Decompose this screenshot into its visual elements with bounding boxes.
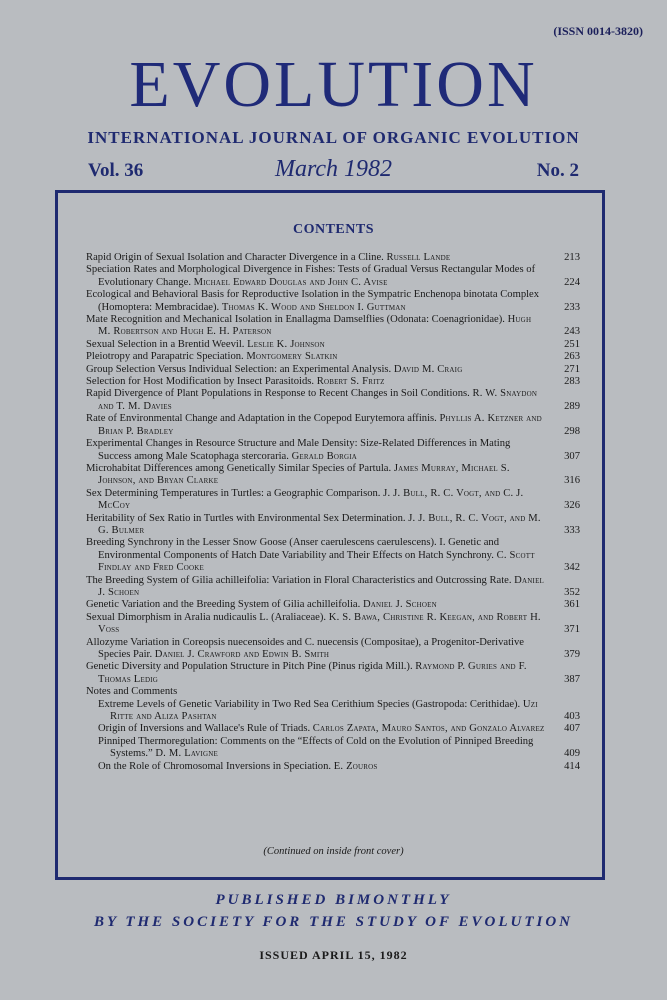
toc-entry-page: 271 (564, 363, 580, 375)
toc-entry-authors: Carlos Zapata, Mauro Santos, and Gonzalo Alvarez (312, 723, 545, 735)
toc-entry-title: Extreme Levels of Genetic Variability in Two Red Sea Cerithium Species (Gastropoda: Cerithidae). (98, 698, 521, 710)
toc-entry (86, 637, 580, 662)
toc-entry-authors: Leslie K. Johnson (247, 338, 325, 350)
toc-entry (86, 723, 580, 735)
toc-entry-page: 307 (564, 450, 580, 462)
toc-entry-authors: James Murray, Michael S. Johnson, and Bryan Clarke (98, 462, 510, 487)
toc-entry-title: Experimental Changes in Resource Structure and Male Density: Size-Related Differences in Mating Success among Male Scatophaga stercoraria. (86, 438, 511, 462)
toc-entry (86, 488, 580, 513)
journal-title: EVOLUTION (129, 48, 538, 121)
volume-label: Vol. 36 (88, 160, 144, 181)
toc-entry-title: Sexual Selection in a Brentid Weevil. (86, 338, 245, 350)
toc-entry-page: 213 (564, 252, 580, 263)
toc-entry-title: Speciation Rates and Morphological Divergence in Fishes: Tests of Gradual Versus Rectangular Modes of Evolutionary Change. (86, 264, 536, 288)
toc-entry-authors: Raymond P. Guries and F. Thomas Ledig (98, 661, 527, 685)
toc-entry-title: Breeding Synchrony in the Lesser Snow Goose (Anser caerulescens caerulescens). I. Genetic and Environmental Components of Hatch Date Variability and Their Effects on Hatch Synchrony. (86, 537, 500, 561)
table-of-contents (86, 252, 580, 773)
toc-entry (86, 612, 580, 637)
toc-entry-title: Allozyme Variation in Coreopsis nuecensoides and C. nuecensis (Compositae), a Progenitor-Derivative Species Pair. (86, 636, 524, 660)
toc-entry-authors: Gerald Borgia (291, 450, 358, 462)
toc-entry (86, 661, 580, 686)
toc-entry-authors: Phyllis A. Ketzner and Brian P. Bradley (98, 413, 542, 437)
toc-entry (86, 537, 580, 574)
toc-entry (86, 438, 580, 463)
toc-entry (86, 599, 580, 611)
toc-entry-page: 342 (564, 562, 580, 574)
toc-entry-title: Sex Determining Temperatures in Turtles: a Geographic Comparison. (86, 487, 381, 499)
toc-entry-page: 361 (564, 599, 580, 611)
toc-entry-page: 283 (564, 376, 580, 388)
toc-entry-title: Notes and Comments (86, 686, 178, 698)
toc-entry-page: 224 (564, 276, 580, 288)
toc-entry-page: 387 (564, 673, 580, 685)
toc-entry-title: Heritability of Sex Ratio in Turtles with Environmental Sex Determination. (86, 512, 406, 524)
toc-entry (86, 252, 580, 264)
toc-entry-authors: Russell Lande (386, 252, 451, 263)
issued-date: ISSUED APRIL 15, 1982 (259, 948, 408, 962)
toc-entry-page: 289 (564, 400, 580, 412)
toc-entry-authors: Daniel J. Crawford and Edwin B. Smith (154, 649, 330, 660)
toc-entry-page: 371 (564, 624, 580, 636)
toc-entry (86, 264, 580, 289)
toc-entry-page: 243 (564, 326, 580, 338)
toc-entry-authors: Robert S. Fritz (316, 376, 385, 388)
toc-entry-page: 409 (564, 748, 580, 760)
toc-entry-authors: C. Scott Findlay and Fred Cooke (98, 549, 535, 574)
toc-entry-authors: J. J. Bull, R. C. Vogt, and C. J. McCoy (98, 487, 524, 512)
toc-entry (86, 376, 580, 388)
toc-entry (86, 289, 580, 314)
toc-entry (86, 351, 580, 363)
toc-entry-authors: R. W. Snaydon and T. M. Davies (98, 388, 538, 412)
toc-entry (86, 761, 580, 773)
toc-entry-title: Origin of Inversions and Wallace's Rule of Triads. (98, 723, 311, 735)
toc-entry (86, 736, 580, 761)
toc-entry (86, 413, 580, 438)
toc-entry (86, 513, 580, 538)
published-line-2: BY THE SOCIETY FOR THE STUDY OF EVOLUTION (93, 914, 573, 930)
toc-entry-page: 263 (564, 351, 580, 363)
continued-note: (Continued on inside front cover) (263, 846, 404, 857)
toc-entry-title: Pinniped Thermoregulation: Comments on the “Effects of Cold on the Evolution of Pinniped Breeding Systems.” (98, 735, 534, 760)
toc-entry-page: 333 (564, 524, 580, 536)
published-line-1: PUBLISHED BIMONTHLY (215, 892, 452, 908)
toc-entry-title: Rapid Divergence of Plant Populations in Response to Recent Changes in Soil Conditions. (86, 388, 470, 400)
issue-number: No. 2 (536, 160, 579, 181)
toc-entry-authors: D. M. Lavigne (155, 748, 218, 760)
toc-entry-title: On the Role of Chromosomal Inversions in Speciation. (98, 760, 332, 772)
toc-entry-authors: Daniel J. Schoen (98, 574, 545, 598)
toc-entry-page: 298 (564, 425, 580, 437)
toc-entry-page: 403 (564, 711, 580, 723)
toc-entry-title: Selection for Host Modification by Insect Parasitoids. (86, 376, 315, 388)
toc-entry-page: 233 (564, 301, 580, 313)
toc-entry-page: 352 (564, 586, 580, 598)
toc-entry-page: 251 (564, 338, 580, 350)
toc-entry-authors: Uzi Ritte and Aliza Pashtan (110, 698, 538, 723)
toc-entry-title: Microhabitat Differences among Genetically Similar Species of Partula. (86, 462, 392, 474)
toc-entry-title: Sexual Dimorphism in Aralia nudicaulis L. (Araliaceae). (86, 611, 327, 623)
toc-entry-title: Mate Recognition and Mechanical Isolation in Enallagma Damselflies (Odonata: Coenagrionidae). (86, 314, 505, 326)
toc-entry (86, 575, 580, 600)
toc-entry (86, 364, 580, 376)
toc-entry-title: Ecological and Behavioral Basis for Reproductive Isolation in the Sympatric Enchenopa binotata Complex (Homoptera: Membracidae). (86, 289, 540, 313)
toc-entry-authors: Daniel J. Schoen (362, 599, 437, 611)
toc-entry-authors: E. Zouros (333, 760, 378, 772)
contents-heading: CONTENTS (292, 222, 375, 237)
toc-entry-title: The Breeding System of Gilia achilleifolia: Variation in Floral Characteristics and Outcrossing Rate. (86, 574, 512, 586)
toc-entry-page: 379 (564, 649, 580, 660)
toc-entry (86, 314, 580, 339)
toc-entry (86, 388, 580, 413)
toc-entry-title: Rate of Environmental Change and Adaptation in the Copepod Eurytemora affinis. (86, 413, 437, 425)
toc-entry-page: 414 (564, 760, 580, 772)
toc-entry-title: Rapid Origin of Sexual Isolation and Character Divergence in a Cline. (86, 252, 384, 263)
toc-entry-authors: Montgomery Slatkin (246, 351, 338, 363)
issn-label: (ISSN 0014-3820) (553, 24, 643, 38)
toc-entry-authors: Thomas K. Wood and Sheldon I. Guttman (221, 301, 406, 313)
toc-entry-authors: David M. Craig (393, 363, 463, 375)
toc-entry-title: Pleiotropy and Parapatric Speciation. (86, 351, 244, 363)
toc-entry (86, 686, 580, 698)
toc-entry (86, 463, 580, 488)
toc-entry-authors: Hugh M. Robertson and Hugh E. H. Paterson (98, 314, 532, 338)
toc-entry-authors: K. S. Bawa, Christine R. Keegan, and Robert H. Voss (98, 611, 541, 636)
journal-subtitle: INTERNATIONAL JOURNAL OF ORGANIC EVOLUTION (87, 128, 580, 147)
toc-entry (86, 339, 580, 351)
toc-entry-authors: J. J. Bull, R. C. Vogt, and M. G. Bulmer (98, 512, 541, 536)
issue-date: March 1982 (274, 156, 393, 182)
toc-entry-authors: Michael Edward Douglas and John C. Avise (193, 276, 388, 288)
toc-entry-page: 326 (564, 500, 580, 512)
toc-entry-page: 407 (564, 723, 580, 735)
toc-entry-title: Genetic Diversity and Population Structure in Pitch Pine (Pinus rigida Mill.). (86, 661, 413, 673)
toc-entry-page: 316 (564, 475, 580, 487)
toc-entry-title: Genetic Variation and the Breeding System of Gilia achilleifolia. (86, 599, 361, 611)
toc-entry (86, 699, 580, 724)
toc-entry-title: Group Selection Versus Individual Selection: an Experimental Analysis. (86, 363, 392, 375)
